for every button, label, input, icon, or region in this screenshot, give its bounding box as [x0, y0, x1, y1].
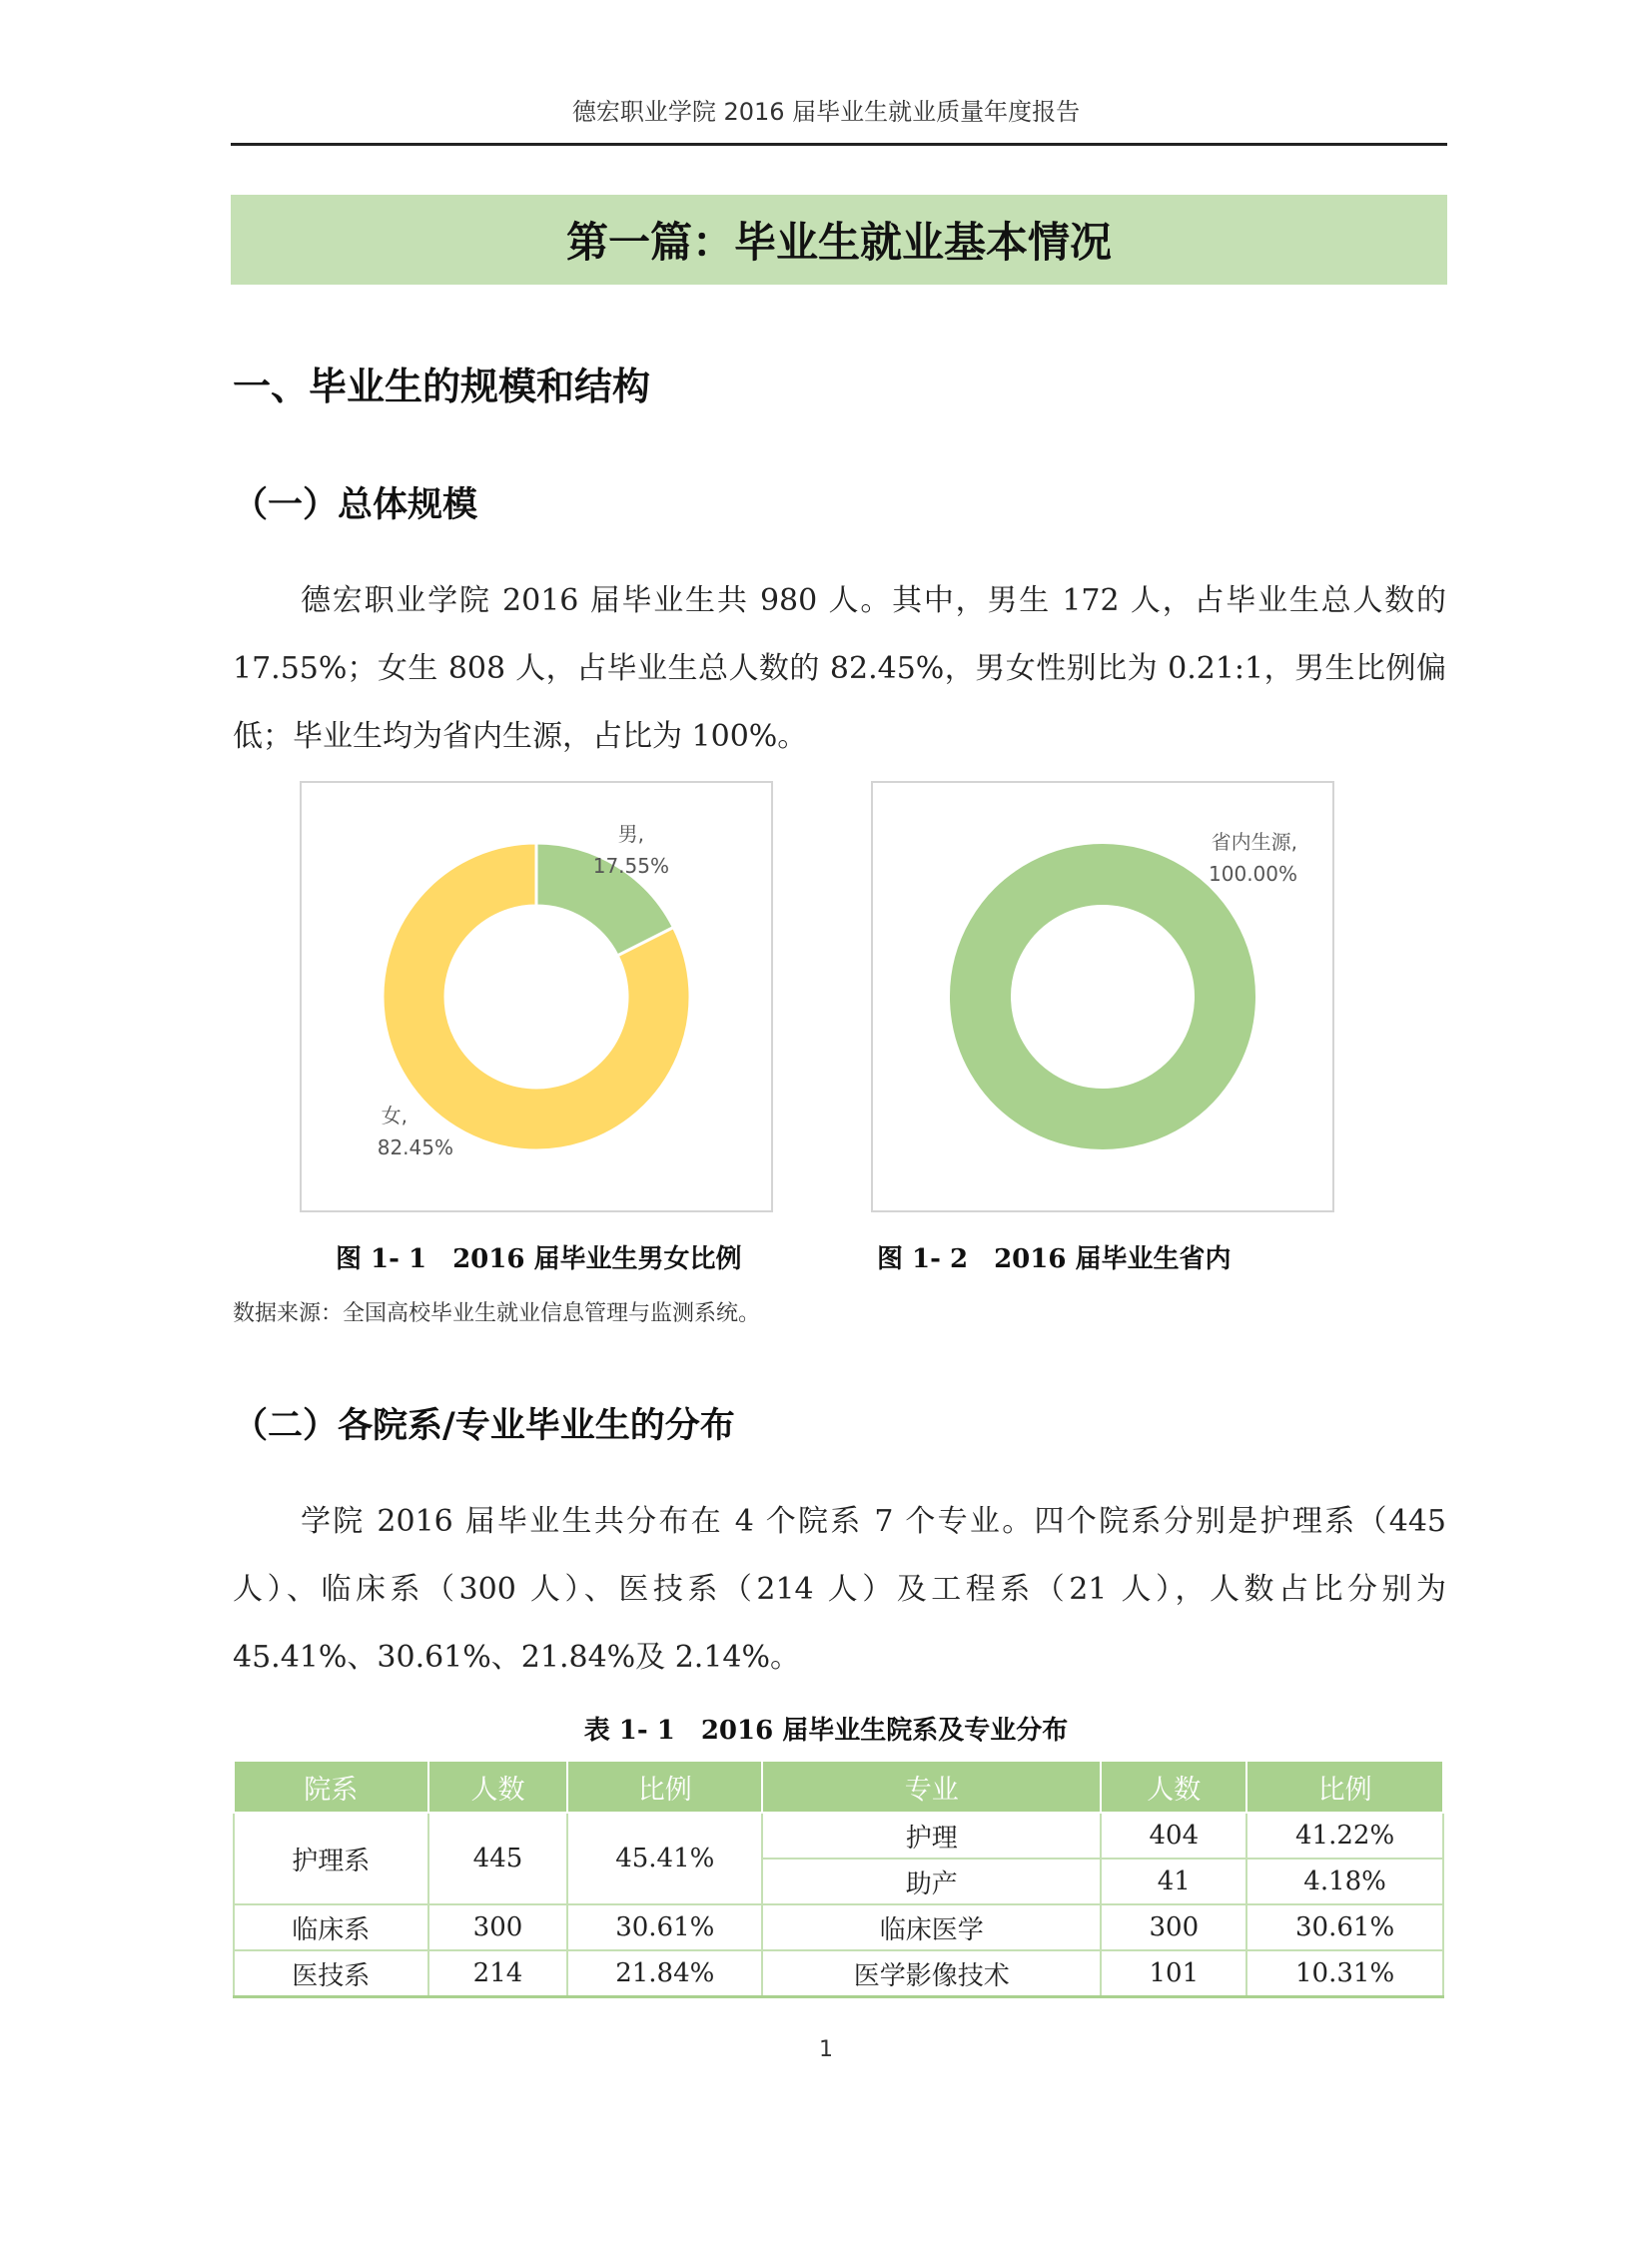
department-name: 医技系 — [234, 1950, 428, 1997]
header-dept-ratio: 比例 — [567, 1761, 762, 1813]
major-name: 医学影像技术 — [762, 1950, 1101, 1997]
department-count: 214 — [428, 1950, 568, 1997]
department-ratio: 45.41% — [567, 1813, 762, 1904]
table-header-row — [234, 1761, 1443, 1813]
header-dept-count: 人数 — [428, 1761, 568, 1813]
major-name: 临床医学 — [762, 1904, 1101, 1950]
major-name: 助产 — [762, 1859, 1101, 1904]
label-male-value: 17.55% — [592, 854, 669, 878]
figure-title-1: 2016 届毕业生男女比例 — [452, 1244, 742, 1274]
label-in-province-value: 100.00% — [1209, 862, 1297, 886]
department-name: 临床系 — [234, 1904, 428, 1950]
label-in-province-name: 省内生源, — [1211, 830, 1297, 854]
label-female-value: 82.45% — [377, 1135, 453, 1159]
figure-number-1: 图 1- 1 — [336, 1244, 427, 1274]
department-count: 445 — [428, 1813, 568, 1904]
section-heading: 一、毕业生的规模和结构 — [233, 365, 651, 408]
major-ratio: 41.22% — [1246, 1813, 1443, 1859]
header-major-count: 人数 — [1101, 1761, 1246, 1813]
data-source-note: 数据来源：全国高校毕业生就业信息管理与监测系统。 — [233, 1301, 761, 1326]
major-count: 101 — [1101, 1950, 1246, 1997]
figure-title-2: 2016 届毕业生省内 — [994, 1244, 1232, 1274]
donut-slice-省内生源 — [949, 843, 1256, 1150]
figure-caption-1 — [336, 1238, 742, 1275]
label-female-name: 女, — [381, 1104, 408, 1127]
origin-donut-svg — [873, 783, 1332, 1210]
subsection-heading-overall: （一）总体规模 — [233, 485, 478, 525]
distribution-paragraph: 学院 2016 届毕业生共分布在 4 个院系 7 个专业。四个院系分别是护理系（445 人）、临床系（300 人）、医技系（214 人）及工程系（21 人），人数占比分别为 45.41%、30.61%、21.84%及 2.14%。 — [233, 1504, 1446, 1675]
header-department: 院系 — [234, 1761, 428, 1813]
distribution-table — [233, 1760, 1444, 1998]
label-male-name: 男, — [617, 822, 644, 846]
major-name: 护理 — [762, 1813, 1101, 1859]
major-ratio: 30.61% — [1246, 1904, 1443, 1950]
subsection-heading-distribution: （二）各院系/专业毕业生的分布 — [233, 1406, 735, 1446]
major-count: 41 — [1101, 1859, 1246, 1904]
page-number: 1 — [819, 2037, 833, 2062]
major-ratio: 4.18% — [1246, 1859, 1443, 1904]
header-major: 专业 — [762, 1761, 1101, 1813]
gender-chart — [300, 781, 773, 1212]
figure-caption-2 — [877, 1238, 1232, 1275]
table-row — [234, 1950, 1443, 1997]
header-divider — [231, 143, 1447, 146]
department-name: 护理系 — [234, 1813, 428, 1904]
part-title: 第一篇：毕业生就业基本情况 — [565, 218, 1112, 267]
department-ratio: 30.61% — [567, 1904, 762, 1950]
gender-donut-svg — [302, 783, 771, 1210]
table-row — [234, 1813, 1443, 1859]
overall-paragraph: 德宏职业学院 2016 届毕业生共 980 人。其中，男生 172 人，占毕业生总人数的 17.55%；女生 808 人，占毕业生总人数的 82.45%，男女性别比为 0.21:1，男生比例偏低；毕业生均为省内生源，占比为 100%。 — [233, 583, 1446, 754]
department-count: 300 — [428, 1904, 568, 1950]
part-title-banner — [231, 195, 1447, 285]
header-title: 德宏职业学院 2016 届毕业生就业质量年度报告 — [571, 98, 1081, 126]
department-ratio: 21.84% — [567, 1950, 762, 1997]
header-major-ratio: 比例 — [1246, 1761, 1443, 1813]
table-caption: 表 1- 1 2016 届毕业生院系及专业分布 — [583, 1716, 1069, 1746]
major-count: 404 — [1101, 1813, 1246, 1859]
origin-chart — [871, 781, 1334, 1212]
major-ratio: 10.31% — [1246, 1950, 1443, 1997]
figure-number-2: 图 1- 2 — [877, 1244, 969, 1274]
major-count: 300 — [1101, 1904, 1246, 1950]
table-row — [234, 1904, 1443, 1950]
